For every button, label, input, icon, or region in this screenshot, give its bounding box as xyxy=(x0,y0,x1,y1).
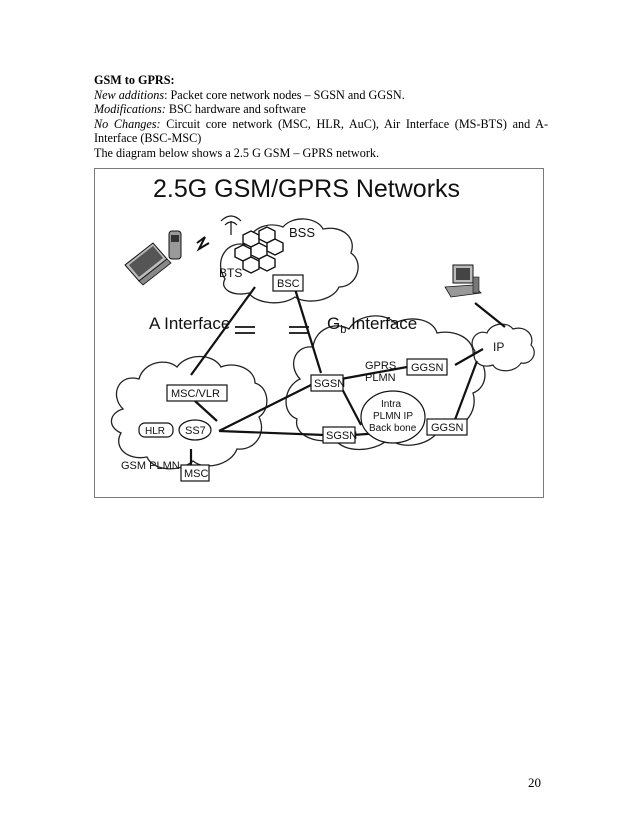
section-heading: GSM to GPRS: xyxy=(94,73,175,87)
ip-label: IP xyxy=(493,340,505,354)
gb-interface-label xyxy=(327,314,417,336)
modifications-text: BSC hardware and software xyxy=(165,102,306,117)
gb-interface-text: Interface xyxy=(346,314,418,333)
computer-icon xyxy=(445,265,481,297)
laptop-icon xyxy=(125,243,171,285)
interface-markers xyxy=(235,327,309,333)
msc-vlr-label: MSC/VLR xyxy=(171,388,220,400)
sgsn-bottom-label: SGSN xyxy=(326,430,358,442)
new-additions-label: New additions xyxy=(94,87,165,102)
radio-link-icon xyxy=(197,237,209,249)
no-changes-label: No Changes: xyxy=(94,116,161,131)
intra-label: Intra xyxy=(381,399,402,410)
bsc-label: BSC xyxy=(277,278,300,290)
diagram-intro: The diagram below shows a 2.5 G GSM – GPRS network. xyxy=(94,145,380,160)
new-additions-line xyxy=(94,88,548,103)
no-changes-text: Circuit core network (MSC, HLR, AuC), Air Interface (MS-BTS) and A-Interface (BSC-MSC) xyxy=(94,116,549,146)
diagram-title: 2.5G GSM/GPRS Networks xyxy=(153,175,461,203)
bss-label: BSS xyxy=(289,225,316,240)
modifications-line xyxy=(94,102,548,117)
gb-subscript: b xyxy=(340,324,347,336)
hlr-label: HLR xyxy=(145,426,166,437)
plmn-ip-label: PLMN IP xyxy=(373,411,414,422)
plmn-label: PLMN xyxy=(365,372,396,384)
network-diagram-svg xyxy=(95,169,545,499)
mobile-phone-icon xyxy=(169,231,181,259)
new-additions-text: : Packet core network nodes – SGSN and GGSN. xyxy=(164,87,405,102)
backbone-label: Back bone xyxy=(369,423,417,434)
msc-label: MSC xyxy=(184,468,209,480)
ss7-label: SS7 xyxy=(185,425,206,437)
gsm-plmn-label: GSM PLMN xyxy=(121,460,180,472)
bts-label: BTS xyxy=(219,266,243,280)
network-diagram xyxy=(94,168,544,498)
antenna-icon xyxy=(221,216,241,235)
no-changes-line xyxy=(94,117,548,146)
a-interface-label: A Interface xyxy=(149,314,231,333)
sgsn-top-label: SGSN xyxy=(314,378,346,390)
page-number: 20 xyxy=(528,775,541,790)
ggsn-top-label: GGSN xyxy=(411,362,444,374)
gsm-plmn-cloud xyxy=(111,357,266,469)
gb-g: G xyxy=(327,314,341,333)
modifications-label: Modifications: xyxy=(94,102,166,117)
body-text xyxy=(94,73,548,161)
ggsn-bottom-label: GGSN xyxy=(431,422,464,434)
gprs-label: GPRS xyxy=(365,360,397,372)
